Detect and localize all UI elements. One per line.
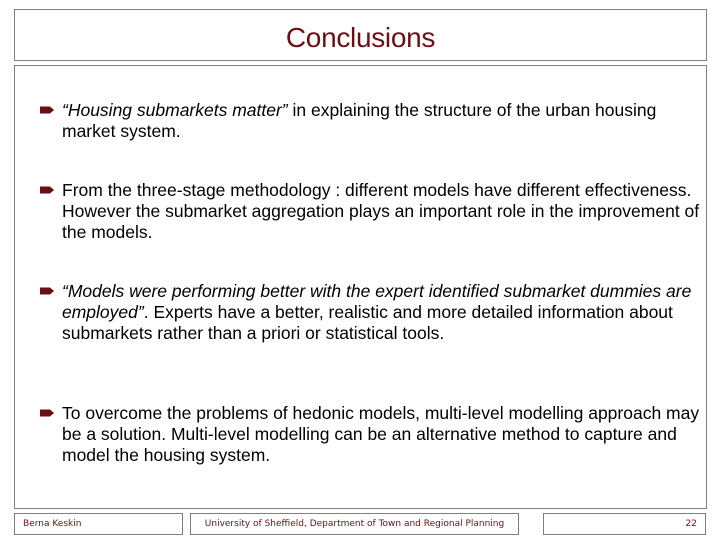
bullet-italic-text: “Models were performing better with the expert identified submarket dummies are employed” — [62, 281, 692, 322]
bullet-text: From the three-stage methodology : different models have different effectiveness. However the submarket aggregation plays an important role in the improvement of the models. — [62, 180, 700, 242]
arrow-bullet-icon — [40, 409, 54, 417]
bullet-italic-text: “Housing submarkets matter” — [62, 100, 288, 120]
footer-author — [14, 513, 183, 535]
arrow-bullet-icon — [40, 287, 54, 295]
bullet-item — [62, 281, 702, 344]
content-box — [14, 65, 707, 509]
bullet-item — [62, 403, 702, 466]
bullet-text: in explaining the structure of the urban housing market system. — [62, 100, 657, 141]
bullet-item — [62, 180, 702, 243]
institution-name: University of Sheffield, Department of Town and Regional Planning — [204, 519, 505, 529]
bullet-text: To overcome the problems of hedonic models, multi-level modelling approach may be a solution. Multi-level modelling can be an alternative method to capture and model the housing system. — [62, 403, 700, 465]
slide-title: Conclusions — [285, 22, 436, 53]
title-box — [14, 9, 707, 61]
footer-institution — [190, 513, 519, 535]
bullet-text: . Experts have a better, realistic and more detailed information about submarkets rather than a priori or statistical tools. — [62, 302, 673, 343]
arrow-bullet-icon — [40, 186, 54, 194]
bullet-item — [62, 100, 702, 142]
page-number: 22 — [685, 519, 697, 529]
author-name: Berna Keskin — [23, 519, 82, 529]
footer-page — [543, 513, 706, 535]
arrow-bullet-icon — [40, 106, 54, 114]
